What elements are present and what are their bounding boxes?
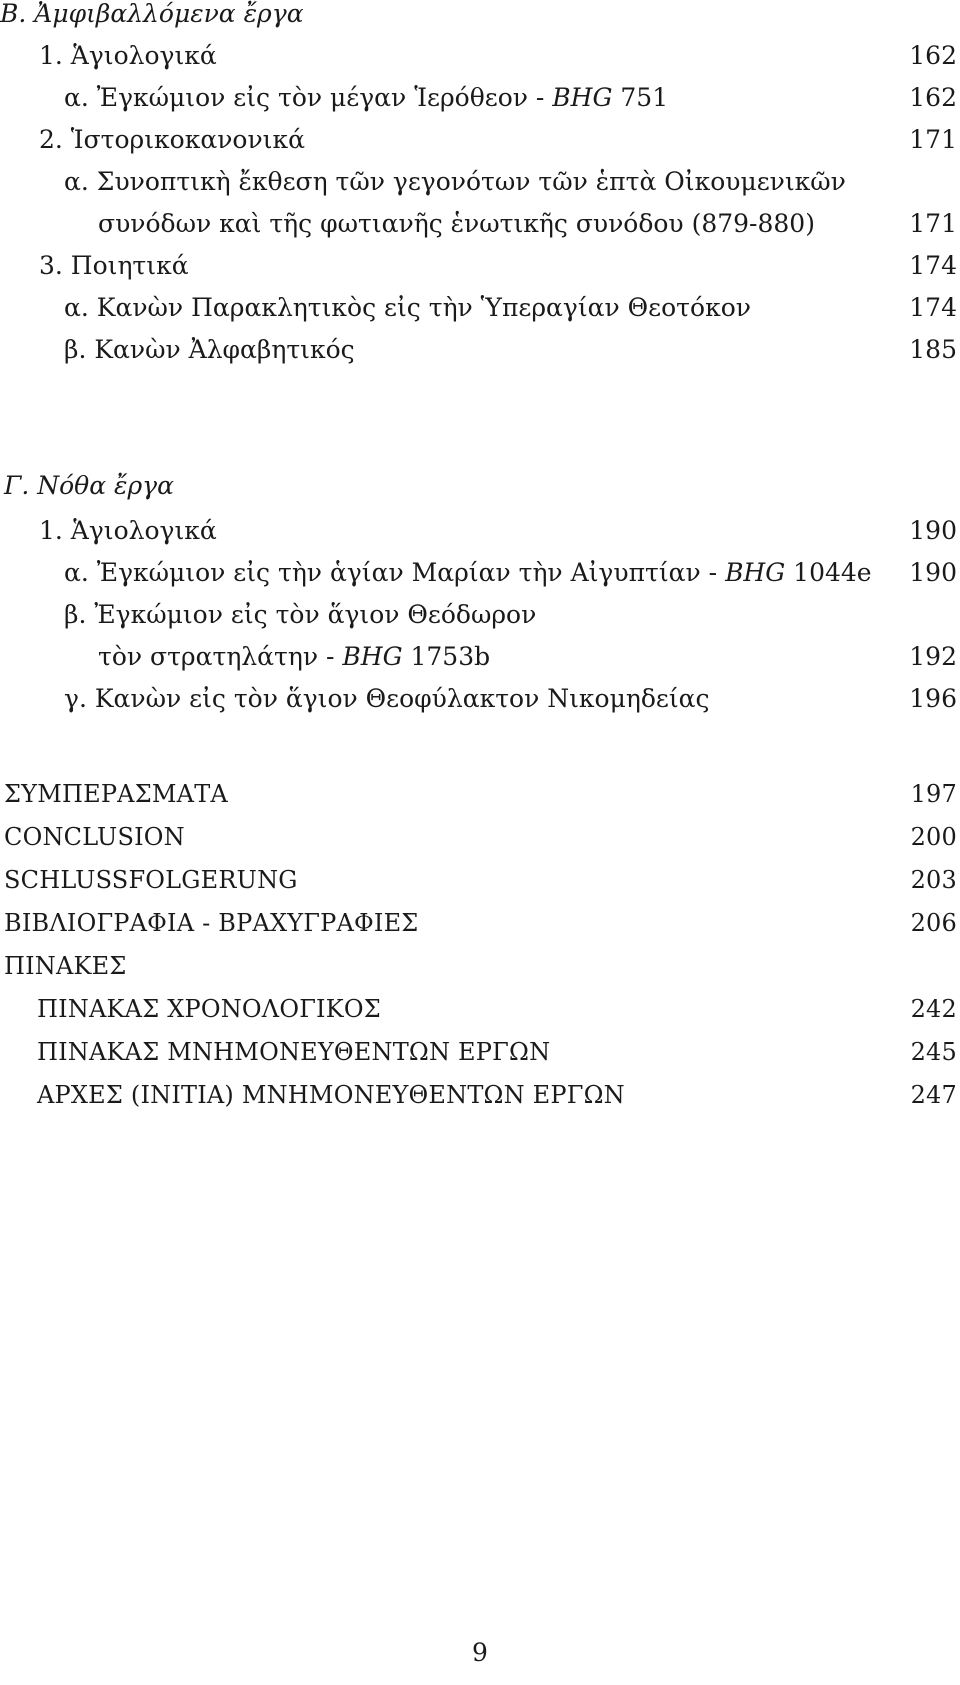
toc-entry: α. Κανὼν Παρακλητικὸς εἰς τὴν Ὑπεραγίαν Θεοτόκον 174 — [0, 286, 960, 330]
page-ref: 162 — [909, 41, 957, 70]
toc-entry: β. Κανὼν Ἀλφαβητικός 185 — [0, 328, 960, 372]
page-ref: 245 — [910, 1038, 957, 1066]
toc-entry: 3. Ποιητικά 174 — [0, 244, 960, 288]
page-ref: 185 — [909, 335, 957, 364]
toc-entry: α. Ἐγκώμιον εἰς τὸν μέγαν Ἱερόθεον - BHG 751 162 — [0, 76, 960, 120]
page-ref: 196 — [909, 684, 957, 713]
toc-entry: SCHLUSSFOLGERUNG 203 — [0, 858, 960, 902]
page-ref: 206 — [910, 909, 957, 937]
page-ref: 190 — [909, 516, 957, 545]
page-ref: 247 — [910, 1081, 957, 1109]
toc-entry-continuation: τὸν στρατηλάτην - BHG 1753b 192 — [0, 635, 960, 679]
toc-entry: γ. Κανὼν εἰς τὸν ἅγιον Θεοφύλακτον Νικομηδείας 196 — [0, 677, 960, 721]
page-ref: 200 — [910, 823, 957, 851]
toc-entry: 2. Ἱστορικοκανονικά 171 — [0, 118, 960, 162]
toc-entry: ΠΙΝΑΚΑΣ ΧΡΟΝΟΛΟΓΙΚΟΣ 242 — [0, 987, 960, 1031]
page-ref: 162 — [909, 83, 957, 112]
page-ref: 171 — [909, 209, 957, 238]
toc-entry: ΣΥΜΠΕΡΑΣΜΑΤΑ 197 — [0, 772, 960, 816]
page-ref: 171 — [909, 125, 957, 154]
page-ref: 197 — [910, 780, 957, 808]
page-ref: 174 — [909, 293, 957, 322]
toc-entry: 1. Ἁγιολογικά 190 — [0, 509, 960, 553]
toc-entry: CONCLUSION 200 — [0, 815, 960, 859]
toc-entry: ΑΡΧΕΣ (INITIA) ΜΝΗΜΟΝΕΥΘΕΝΤΩΝ ΕΡΓΩΝ 247 — [0, 1073, 960, 1117]
section-c-heading: Γ. Νόθα ἔργα — [4, 471, 174, 500]
toc-entry-continuation: συνόδων καὶ τῆς φωτιανῆς ἑνωτικῆς συνόδου (879-880) 171 — [0, 202, 960, 246]
toc-entry: α. Συνοπτικὴ ἔκθεση τῶν γεγονότων τῶν ἑπτὰ Οἰκουμενικῶν — [64, 167, 846, 196]
toc-entry: ΠΙΝΑΚΑΣ ΜΝΗΜΟΝΕΥΘΕΝΤΩΝ ΕΡΓΩΝ 245 — [0, 1030, 960, 1074]
toc-entry: β. Ἐγκώμιον εἰς τὸν ἅγιον Θεόδωρον — [64, 600, 537, 629]
page-ref: 174 — [909, 251, 957, 280]
section-b-heading: Β. Ἀμφιβαλλόμενα ἔργα — [0, 0, 304, 28]
toc-entry: α. Ἐγκώμιον εἰς τὴν ἁγίαν Μαρίαν τὴν Αἰγυπτίαν - BHG 1044e 190 — [0, 551, 960, 595]
toc-entry: ΠΙΝΑΚΕΣ — [4, 952, 127, 980]
page-ref: 203 — [910, 866, 957, 894]
page-ref: 190 — [909, 558, 957, 587]
page-number: 9 — [472, 1638, 488, 1667]
toc-entry: ΒΙΒΛΙΟΓΡΑΦΙΑ - ΒΡΑΧΥΓΡΑΦΙΕΣ 206 — [0, 901, 960, 945]
toc-entry: 1. Ἁγιολογικά 162 — [0, 34, 960, 78]
page-ref: 192 — [909, 642, 957, 671]
page-ref: 242 — [910, 995, 957, 1023]
